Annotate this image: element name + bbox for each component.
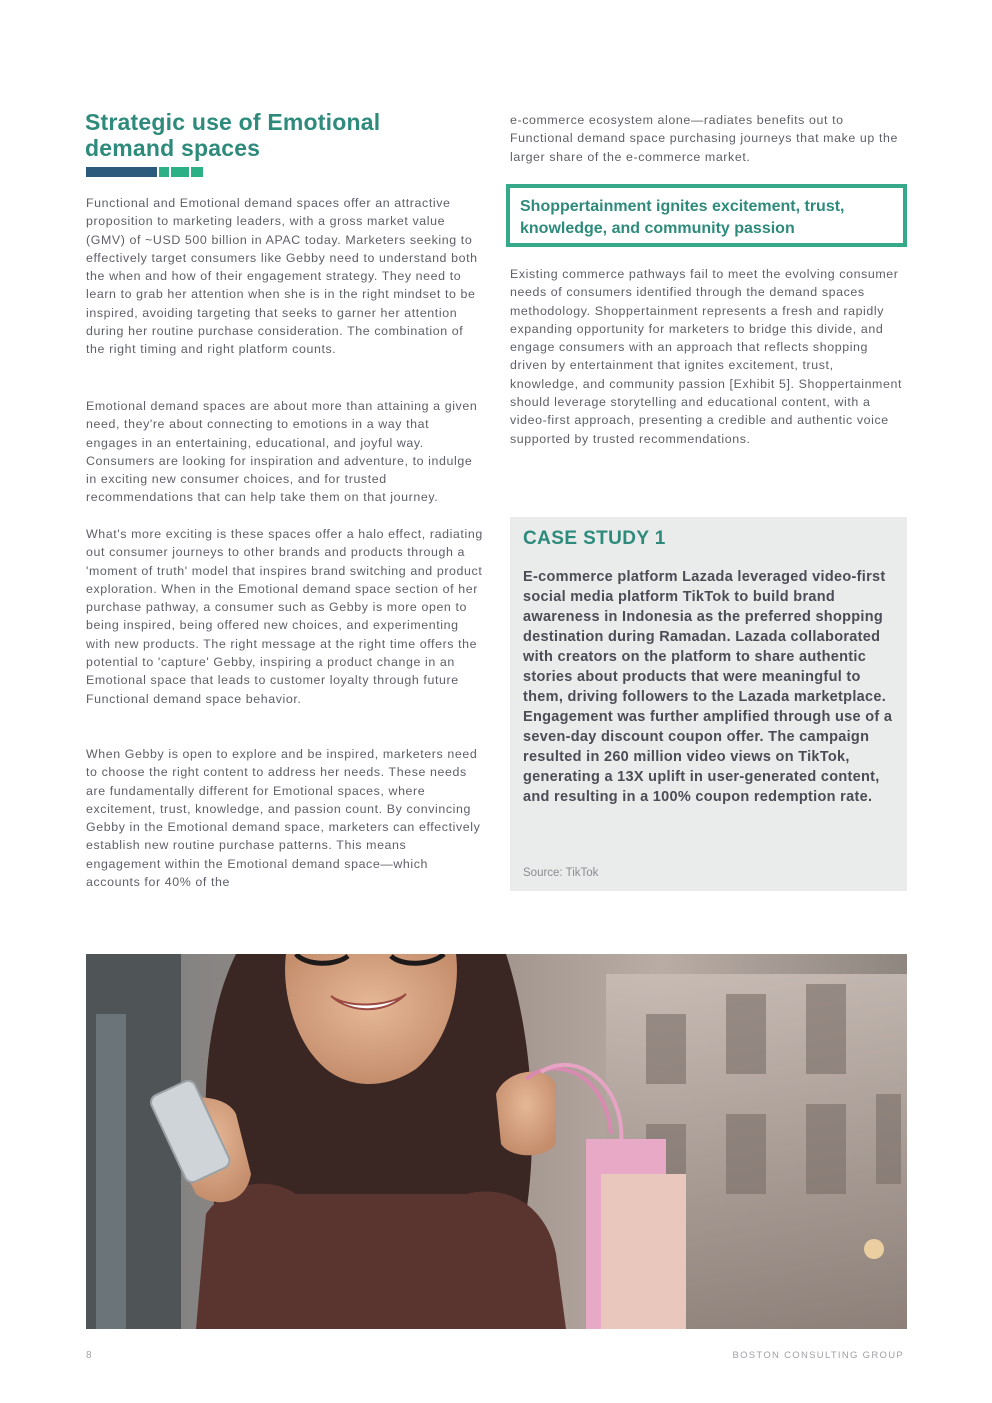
callout-line-1: Shoppertainment ignites excitement, trust, xyxy=(520,198,845,215)
left-paragraph-4: When Gebby is open to explore and be inspired, marketers need to choose the right content to address her needs. These needs are fundamentally different for Emotional spaces, where excitement, trust, knowledge, and passion count. By convincing Gebby in the Emotional demand space, marketers can effectively establish new routine purchase patterns. This means engagement within the Emotional demand space—which accounts for 40% of the xyxy=(86,747,481,890)
case-study-source: Source: TikTok xyxy=(523,867,599,879)
callout-box xyxy=(506,184,907,247)
photo-illustration xyxy=(86,954,907,1329)
underline-segment-green-1 xyxy=(159,167,169,177)
case-study-title: CASE STUDY 1 xyxy=(523,528,666,549)
callout-line-2: knowledge, and community passion xyxy=(520,220,795,237)
left-paragraph-2: Emotional demand spaces are about more than attaining a given need, they're about connecting to emotions in a way that engages in an entertaining, educational, and joyful way. Consumers are looking for inspiration and adventure, to indulge in exciting new consumer choices, and for trusted recommendations that can help take them on that journey. xyxy=(86,399,478,505)
underline-segment-green-2 xyxy=(171,167,189,177)
case-study-text: E-commerce platform Lazada leveraged video-first social media platform TikTok to build brand awareness in Indonesia as the preferred shopping destination during Ramadan. Lazada collaborated with creators on the platform to share authentic stories about products that were meaningful to them, driving followers to the Lazada marketplace. Engagement was further amplified through use of a seven-day discount coupon offer. The campaign resulted in 260 million video views on TikTok, generating a 13X uplift in user-generated content, and resulting in a 100% coupon redemption rate. xyxy=(523,569,893,805)
footer-brand: BOSTON CONSULTING GROUP xyxy=(732,1350,904,1361)
woman-shopping-photo xyxy=(86,954,907,1329)
right-paragraph-continued: e-commerce ecosystem alone—radiates benefits out to Functional demand space purchasing journeys that make up the larger share of the e-commerce market. xyxy=(510,113,898,164)
underline-segment-green-3 xyxy=(191,167,203,177)
case-study-box xyxy=(510,517,907,891)
callout-title xyxy=(520,196,893,240)
page-number: 8 xyxy=(86,1350,93,1361)
section-heading xyxy=(85,109,415,161)
left-paragraph-3: What's more exciting is these spaces offer a halo effect, radiating out consumer journeys to other brands and products through a 'moment of truth' model that inspires brand switching and product exploration. When in the Emotional demand space section of her purchase pathway, a consumer such as Gebby is more open to being inspired, being offered new choices, and experimenting with new products. The right message at the right time offers the potential to 'capture' Gebby, inspiring a product change in an Emotional space that leads to customer loyalty through future Functional demand space behavior. xyxy=(86,527,483,706)
heading-underline-bar xyxy=(86,167,203,177)
right-paragraph-1: Existing commerce pathways fail to meet the evolving consumer needs of consumers identified through the demand spaces methodology. Shoppertainment represents a fresh and rapidly expanding opportunity for marketers to bridge this divide, and engage consumers with an approach that reflects shopping driven by entertainment that ignites excitement, trust, knowledge, and community passion [Exhibit 5]. Shoppertainment should leverage storytelling and educational content, with a video-first approach, presenting a credible and authentic voice supported by trusted recommendations. xyxy=(510,267,903,446)
underline-segment-navy xyxy=(86,167,157,177)
left-paragraph-1: Functional and Emotional demand spaces offer an attractive proposition to marketing leaders, with a gross market value (GMV) of ~USD 500 billion in APAC today. Marketers seeking to effectively target consumers like Gebby need to understand both the when and how of their engagement strategy. They need to learn to grab her attention when she is in the right mindset to be inspired, avoiding targeting that seeks to garner her attention during her routine purchase consideration. The combination of the right timing and right platform counts. xyxy=(86,196,478,357)
heading-line-2: demand spaces xyxy=(85,135,261,161)
heading-line-1: Strategic use of Emotional xyxy=(85,109,381,135)
